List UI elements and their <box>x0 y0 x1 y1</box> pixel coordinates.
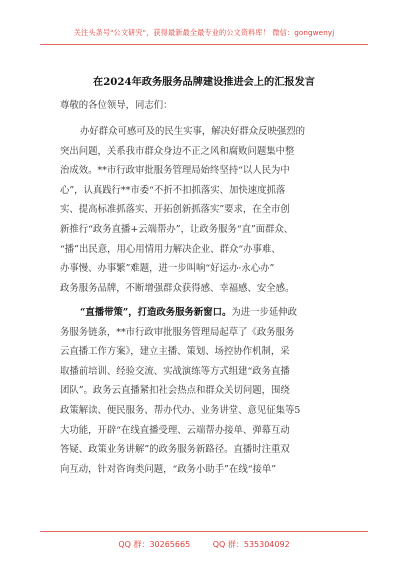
paragraph-line: 突出问题，关系我市群众身边不正之风和腐败问题集中整 <box>60 145 295 157</box>
footer-qq-group-2: QQ 群：535304092 <box>212 540 290 549</box>
header-divider <box>40 44 368 45</box>
paragraph-line: 取播前培训、经验交流、实战演练等方式组建“政务直播 <box>60 365 290 377</box>
paragraph-heading-rest: 为进一步延伸政 <box>231 307 298 318</box>
paragraph-line: 大功能，开辟“在线直播受理、云端帮办接单、弹幕互动 <box>60 424 290 436</box>
paragraph-line: 政务服务品牌，不断增强群众获得感、幸福感、安全感。 <box>60 282 295 294</box>
footer <box>0 539 408 550</box>
paragraph-1 <box>60 122 350 298</box>
paragraph-2 <box>60 303 350 479</box>
salutation: 尊敬的各位领导，同志们： <box>60 100 173 111</box>
paragraph-line: 办好群众可感可及的民生实事，解决好群众反映强烈的 <box>80 126 306 137</box>
paragraph-line: 新推行“政务直播+云端帮办”，让政务服务“直”面群众、 <box>60 223 294 235</box>
paragraph-heading: “直播带策”，打造政务服务新窗口。 <box>80 307 232 318</box>
paragraph-line: 治成效。**市行政审批服务管理局始终坚持“以人民为中 <box>60 165 290 177</box>
document-title: 在2024年政务服务品牌建设推进会上的汇报发言 <box>93 76 315 88</box>
paragraph-first-line <box>60 303 350 323</box>
paragraph-line: 答疑、政策业务讲解”的政务服务新路径。直播时注重双 <box>60 444 290 456</box>
paragraph-line: 实、提高标准抓落实、开拓创新抓落实”要求，在全市创 <box>60 204 290 216</box>
paragraph-line: 心”，认真践行**市委“不折不扣抓落实、加快速度抓落 <box>60 184 286 196</box>
paragraph-line: “播”出民意，用心用情用力解决企业、群众“办事难、 <box>60 243 281 255</box>
paragraph-line: 务服务链条，**市行政审批服务管理局起草了《政务服务 <box>60 326 295 338</box>
paragraph-line: 向互动，针对咨询类问题，“政务小助手”在线“接单” <box>60 463 277 475</box>
paragraph-line: 政策解读、便民服务、帮办代办、业务讲堂、意见征集等5 <box>60 404 301 416</box>
paragraph-line: 云直播工作方案》，建立主播、策划、场控协作机制，采 <box>60 346 290 358</box>
footer-qq-group-1: QQ 群：30265665 <box>118 540 191 549</box>
paragraph-line: 办事慢、办事繁”难题，进一步叫响“好运办·永心办” <box>60 263 275 275</box>
footer-divider <box>40 531 368 532</box>
paragraph-line: 团队”。政务云直播紧扣社会热点和群众关切问题，围绕 <box>60 385 290 397</box>
header-banner: 关注头条号"公文研究"，获得最新最全最专业的公文资料库！ 微信：gongwenyj <box>73 28 335 37</box>
